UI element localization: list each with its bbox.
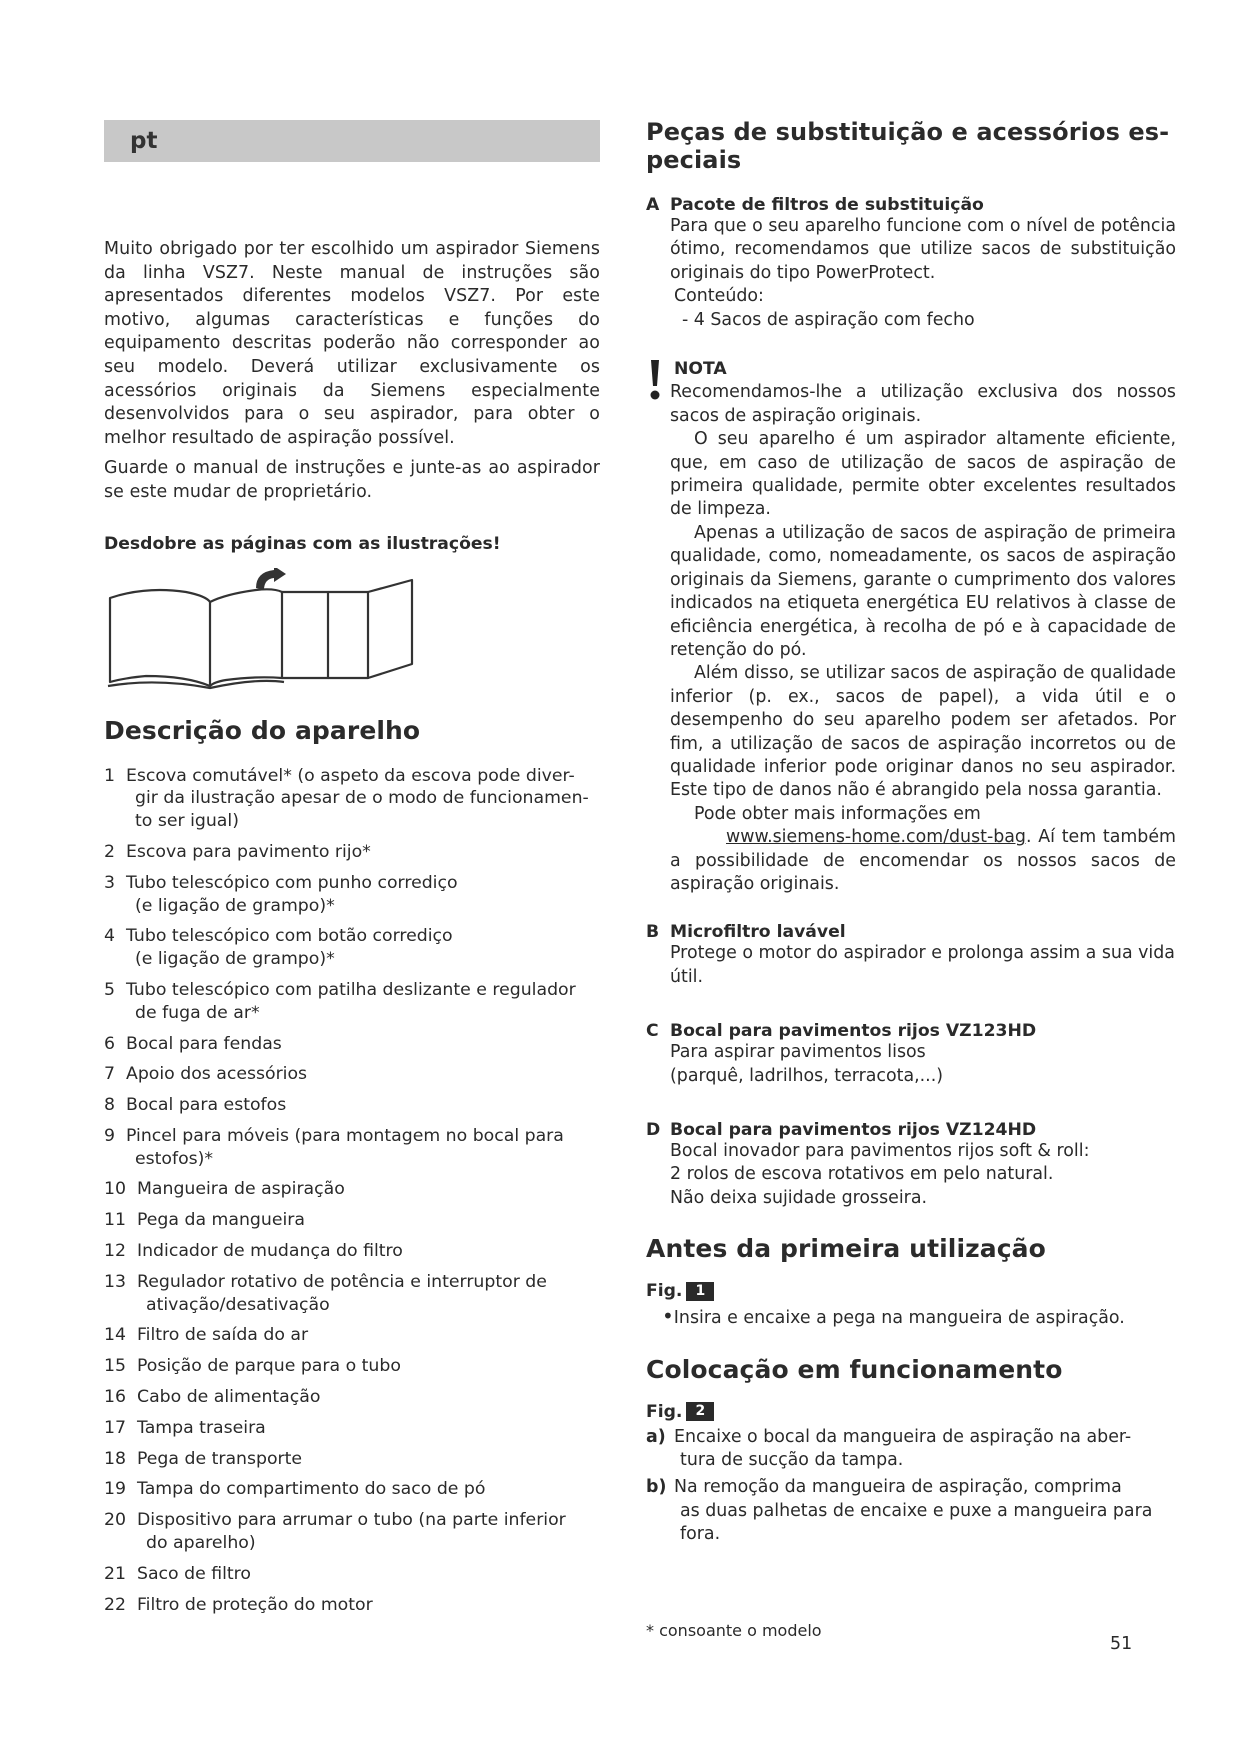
footnote: * consoante o modelo bbox=[646, 1621, 822, 1640]
step-b: b) Na remoção da mangueira de aspiração, comprima as duas palhetas de encaixe e puxe a mangueira para fora. bbox=[646, 1477, 1153, 1545]
list-item: 5 Tubo telescópico com patilha deslizante e regulador de fuga de ar* bbox=[104, 979, 576, 1023]
list-item: 17 Tampa traseira bbox=[104, 1417, 266, 1438]
list-item: 21 Saco de filtro bbox=[104, 1563, 251, 1584]
list-item: 3 Tubo telescópico com punho corrediço (e ligação de grampo)* bbox=[104, 872, 458, 916]
section-letter: D bbox=[646, 1120, 661, 1140]
note-block bbox=[646, 358, 1176, 896]
list-item: 16 Cabo de alimentação bbox=[104, 1387, 321, 1408]
section-line: Para aspirar pavimentos lisos bbox=[670, 1042, 926, 1063]
contents-item: - 4 Sacos de aspiração com fecho bbox=[682, 309, 975, 330]
fold-arrow-icon bbox=[256, 568, 286, 590]
list-item: 14 Filtro de saída do ar bbox=[104, 1325, 309, 1346]
spare-parts-heading-line-1: Peças de substituição e acessórios es- bbox=[646, 118, 1170, 146]
section-letter: A bbox=[646, 195, 660, 215]
section-line: Bocal inovador para pavimentos rijos soft & roll: bbox=[670, 1141, 1090, 1161]
section-title: Bocal para pavimentos rijos VZ123HD bbox=[670, 1021, 1037, 1042]
note-paragraph-5: Pode obter mais informações em bbox=[694, 803, 981, 824]
dust-bag-link[interactable]: www.siemens-home.com/dust-bag bbox=[726, 827, 1026, 848]
before-use-heading: Antes da primeira utilização bbox=[646, 1234, 1046, 1264]
section-line: Não deixa sujidade grosseira. bbox=[670, 1187, 928, 1208]
spare-parts-heading bbox=[646, 118, 1176, 174]
note-paragraph-2: O seu aparelho é um aspirador altamente eficiente, que, em caso de utilização de sacos de aspiração de primeira qualidade, permite obter excelentes resultados de limpeza. bbox=[670, 429, 1176, 520]
unfold-instruction: Desdobre as páginas com as ilustrações! bbox=[104, 533, 501, 554]
section-title: Bocal para pavimentos rijos VZ124HD bbox=[670, 1120, 1037, 1140]
section-line: 2 rolos de escova rotativos em pelo natural. bbox=[670, 1164, 1054, 1185]
section-d bbox=[646, 1120, 1176, 1210]
list-item: 15 Posição de parque para o tubo bbox=[104, 1356, 401, 1377]
section-line: (parquê, ladrilhos, terracota,...) bbox=[670, 1065, 944, 1086]
note-paragraph-3: Apenas a utilização de sacos de aspiração de primeira qualidade, como, nomeadamente, os sacos de aspiração originais da Siemens, garante o cumprimento dos valores indicados na etiqueta energética EU relativos à classe de eficiência energética, à recolha de pó e à capacidade de retenção do pó. bbox=[670, 522, 1176, 660]
section-title: Microfiltro lavável bbox=[670, 922, 846, 943]
list-item: 4 Tubo telescópico com botão corrediço (e ligação de grampo)* bbox=[104, 926, 453, 970]
section-body: Para que o seu aparelho funcione com o nível de potência ótimo, recomendamos que utilize sacos de substituição originais do tipo PowerProtect. bbox=[670, 216, 1176, 283]
section-letter: B bbox=[646, 922, 660, 943]
section-title: Pacote de filtros de substituição bbox=[670, 195, 984, 215]
page-number: 51 bbox=[1110, 1634, 1133, 1654]
list-item: 12 Indicador de mudança do filtro bbox=[104, 1241, 403, 1262]
section-c bbox=[646, 1021, 1176, 1088]
list-item: 1 Escova comutável* (o aspeto da escova pode diver- gir da ilustração apesar de o modo de funcionamen- to ser igual) bbox=[104, 765, 589, 832]
figure-number-badge: 2 bbox=[686, 1402, 714, 1421]
description-heading: Descrição do aparelho bbox=[104, 715, 421, 745]
unfold-pages-illustration bbox=[106, 568, 418, 690]
list-item: 6 Bocal para fendas bbox=[104, 1033, 282, 1054]
parts-list bbox=[104, 765, 600, 1617]
right-column bbox=[646, 118, 1176, 1547]
list-item: 10 Mangueira de aspiração bbox=[104, 1179, 345, 1200]
figure-reference: Fig. 1 bbox=[646, 1281, 1176, 1301]
intro-paragraph-2: Guarde o manual de instruções e junte-as ao aspirador se este mudar de proprietário. bbox=[104, 458, 600, 502]
section-b bbox=[646, 922, 1176, 989]
figure-number-badge: 1 bbox=[686, 1282, 714, 1301]
operation-heading: Colocação em funcionamento bbox=[646, 1354, 1063, 1384]
note-paragraph-1: Recomendamos-lhe a utilização exclusiva dos nossos sacos de aspiração originais. bbox=[670, 382, 1176, 426]
list-item: 7 Apoio dos acessórios bbox=[104, 1064, 308, 1085]
contents-label: Conteúdo: bbox=[674, 286, 764, 307]
note-paragraph-6: . Aí tem também a possibilidade de encomendar os nossos sacos de aspiração originais. bbox=[670, 827, 1176, 894]
list-item: 11 Pega da mangueira bbox=[104, 1210, 305, 1231]
exclamation-icon bbox=[646, 358, 664, 402]
figure-reference: Fig. 2 bbox=[646, 1402, 1176, 1422]
language-code: pt bbox=[130, 128, 158, 154]
list-item: 20 Dispositivo para arrumar o tubo (na parte inferior do aparelho) bbox=[104, 1510, 566, 1554]
note-paragraph-4: Além disso, se utilizar sacos de aspiração de qualidade inferior (p. ex., sacos de papel), a vida útil e o desempenho do seu aparelho podem ser afetados. Por fim, a utilização de sacos de aspiração incorretos ou de qualidade inferior pode originar danos no seu aspirador. Este tipo de danos não é abrangido pela nossa garantia. bbox=[670, 663, 1176, 801]
list-item: 8 Bocal para estofos bbox=[104, 1095, 287, 1116]
list-item: 2 Escova para pavimento rijo* bbox=[104, 841, 371, 862]
list-item: 18 Pega de transporte bbox=[104, 1448, 303, 1469]
list-item: 9 Pincel para móveis (para montagem no bocal para estofos)* bbox=[104, 1125, 564, 1169]
section-body: Protege o motor do aspirador e prolonga assim a sua vida útil. bbox=[670, 943, 1175, 987]
note-title: NOTA bbox=[674, 359, 727, 380]
list-item: 19 Tampa do compartimento do saco de pó bbox=[104, 1479, 486, 1500]
section-letter: C bbox=[646, 1021, 659, 1042]
list-item: 13 Regulador rotativo de potência e interruptor de ativação/desativação bbox=[104, 1271, 547, 1315]
list-item: 22 Filtro de proteção do motor bbox=[104, 1594, 373, 1615]
intro-paragraph-1: Muito obrigado por ter escolhido um aspirador Siemens da linha VSZ7. Neste manual de instruções são apresentados diferentes modelos VSZ7. Por este motivo, algumas características e funções do equipamento descritas poderão não corresponder ao seu modelo. Deverá utilizar exclusivamente os acessórios originais da Siemens especialmente desenvolvidos para o seu aspirador, para obter o melhor resultado de aspiração possível. bbox=[104, 239, 600, 448]
spare-parts-heading-line-2: peciais bbox=[646, 146, 742, 174]
section-a bbox=[646, 195, 1176, 332]
step-a: a) Encaixe o bocal da mangueira de aspiração na aber- tura de sucção da tampa. bbox=[646, 1426, 1132, 1471]
left-column bbox=[104, 120, 600, 1624]
language-bar bbox=[104, 120, 600, 162]
bullet-step: •Insira e encaixe a pega na mangueira de aspiração. bbox=[662, 1304, 1125, 1329]
